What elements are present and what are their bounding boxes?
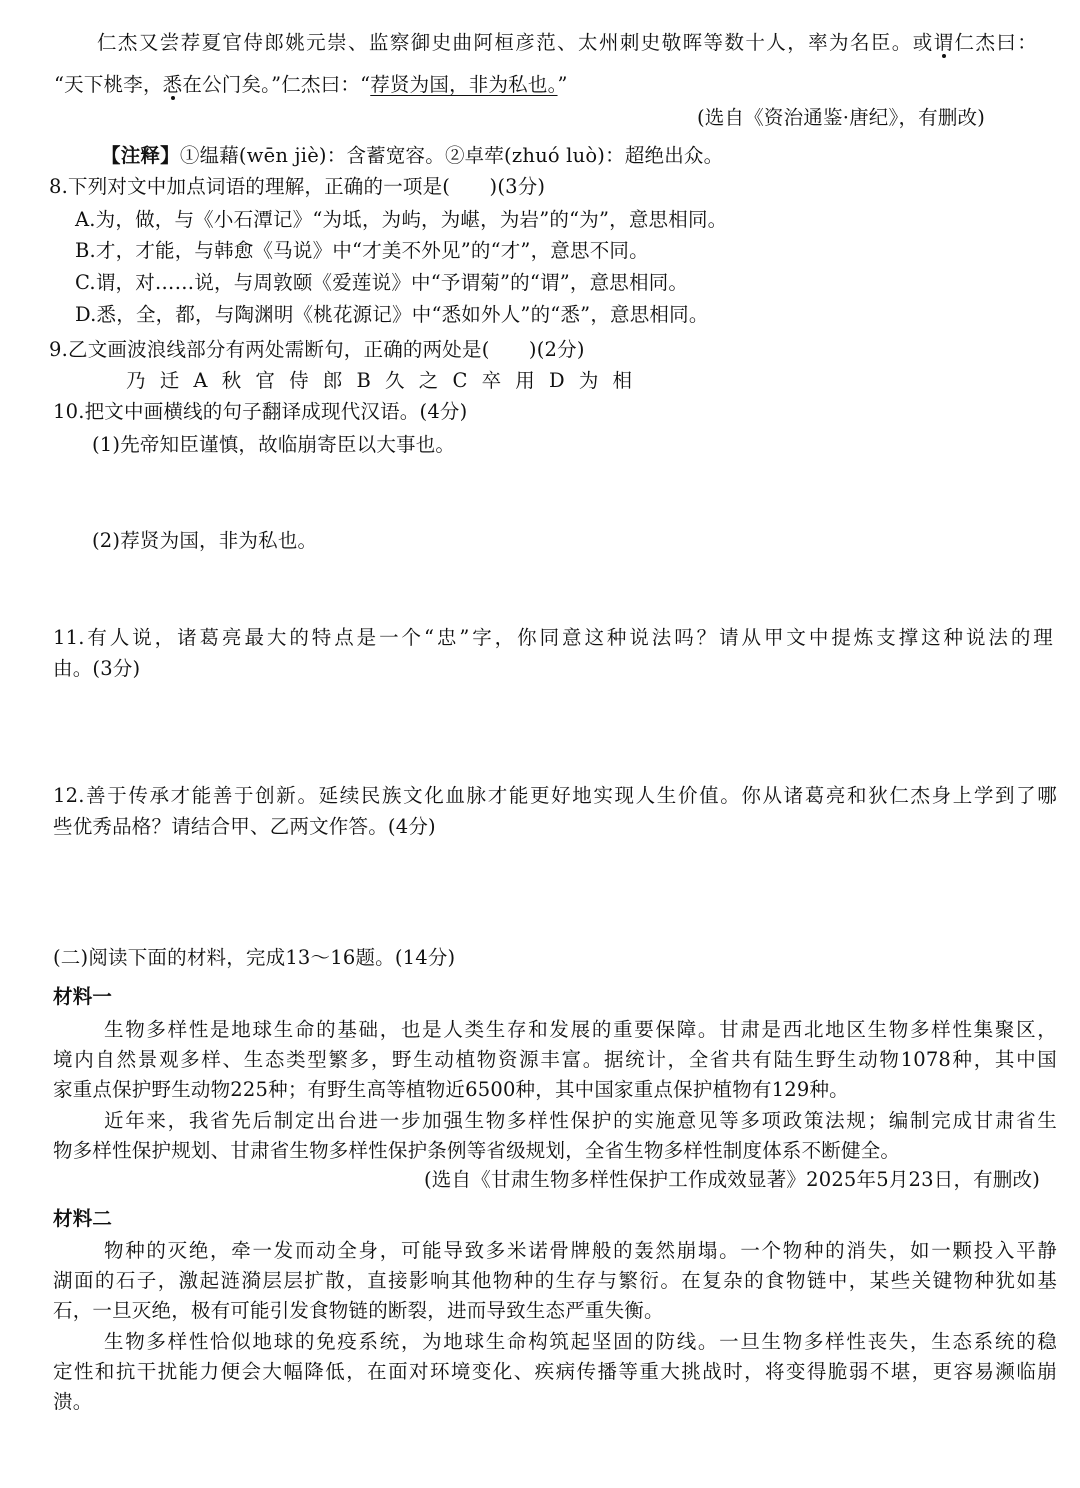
- m2-p1-line-3: 石，一旦灭绝，极有可能引发食物链的断裂，进而导致生态严重失衡。: [53, 1299, 664, 1322]
- q9-char: 久: [385, 369, 405, 392]
- q12-line-1: 12.善于传承才能善于创新。延续民族文化血脉才能更好地实现人生价值。你从诸葛亮和狄仁杰身上学到了哪: [53, 784, 1057, 807]
- q8-stem: 8.下列对文中加点词语的理解，正确的一项是( )(3分): [49, 175, 546, 198]
- m1-p2-line-2: 物多样性保护规划、甘肃省生物多样性保护条例等省级规划，全省生物多样性制度体系不断健全。: [53, 1139, 901, 1162]
- m1-p2-line-1: 近年来，我省先后制定出台进一步加强生物多样性保护的实施意见等多项政策法规；编制完成甘肃省生: [104, 1109, 1057, 1132]
- m2-p2-line-2: 定性和抗干扰能力便会大幅降低，在面对环境变化、疾病传播等重大挑战时，将变得脆弱不堪，更容易濒临崩: [53, 1360, 1057, 1383]
- q9-stem: 9.乙文画波浪线部分有两处需断句，正确的两处是( )(2分): [49, 338, 585, 361]
- q9-break-marker: C: [452, 369, 468, 392]
- underlined-sentence: 荐贤为国，非为私也。: [370, 73, 558, 96]
- annotation-note: [101, 141, 723, 171]
- q10-item-1: (1)先帝知臣谨慎，故临崩寄臣以大事也。: [92, 433, 456, 456]
- note-text: ①缊藉(wēn jiè)：含蓄宽容。②卓荦(zhuó luò)：超绝出众。: [179, 144, 724, 167]
- passage-source: (选自《资治通鉴·唐纪》，有删改): [697, 106, 986, 129]
- m1-p1-line-1: 生物多样性是地球生命的基础，也是人类生存和发展的重要保障。甘肃是西北地区生物多样性集聚区，: [104, 1018, 1057, 1041]
- q9-char: 官: [255, 369, 276, 392]
- q11-line-1: 11.有人说，诸葛亮最大的特点是一个“忠”字，你同意这种说法吗？请从甲文中提炼支撑这种说法的理: [53, 626, 1053, 649]
- q10-item-2: (2)荐贤为国，非为私也。: [92, 529, 318, 552]
- passage-text: ”: [557, 73, 568, 96]
- passage-line-2: [54, 70, 568, 100]
- q9-break-marker: B: [356, 369, 372, 392]
- passage-text: 仁杰曰：: [954, 31, 1037, 54]
- q9-char: 侍: [289, 369, 309, 392]
- q9-char: 相: [612, 369, 633, 392]
- q8-option-c: C.谓，对……说，与周敦颐《爱莲说》中“予谓菊”的“谓”，意思相同。: [75, 271, 689, 294]
- q9-char: 用: [515, 369, 535, 392]
- q9-break-marker: A: [193, 369, 208, 392]
- m1-p1-line-2: 境内自然景观多样、生态类型繁多，野生动植物资源丰富。据统计，全省共有陆生野生动物1078种，其中国: [53, 1048, 1057, 1071]
- passage-text: 仁杰又尝荐夏官侍郎姚元崇、监察御史曲阿桓彦范、太州刺史敬晖等数十人，率为名臣。或: [97, 31, 934, 54]
- material2-title: 材料二: [53, 1207, 113, 1230]
- q12-line-2: 些优秀品格？请结合甲、乙两文作答。(4分): [53, 815, 436, 838]
- q9-char: 郎: [322, 369, 343, 392]
- note-label: 【注释】: [101, 144, 180, 167]
- q8-option-a: A.为，做，与《小石潭记》“为坻，为屿，为嵁，为岩”的“为”，意思相同。: [75, 208, 728, 231]
- q10-stem: 10.把文中画横线的句子翻译成现代汉语。(4分): [53, 400, 468, 423]
- section2-heading: (二)阅读下面的材料，完成13～16题。(14分): [53, 946, 456, 969]
- m2-p2-line-1: 生物多样性恰似地球的免疫系统，为地球生命构筑起坚固的防线。一旦生物多样性丧失，生态系统的稳: [104, 1330, 1057, 1353]
- q8-option-d: D.悉，全，都，与陶渊明《桃花源记》中“悉如外人”的“悉”，意思相同。: [75, 303, 709, 326]
- m2-p1-line-2: 湖面的石子，激起涟漪层层扩散，直接影响其他物种的生存与繁衍。在复杂的食物链中，某些关键物种犹如基: [53, 1269, 1057, 1292]
- q9-break-marker: D: [548, 369, 565, 392]
- q9-char: 之: [418, 369, 439, 392]
- q11-line-2: 由。(3分): [53, 657, 141, 680]
- q9-char: 为: [578, 369, 599, 392]
- q8-option-b: B.才，才能，与韩愈《马说》中“才美不外见”的“才”，意思不同。: [75, 239, 649, 262]
- m2-p2-line-3: 溃。: [53, 1390, 93, 1413]
- q9-char: 秋: [221, 369, 242, 392]
- q9-char: 迁: [159, 369, 180, 392]
- dotted-word-xi: 悉: [162, 73, 183, 96]
- dotted-word-wei: 谓: [933, 31, 955, 54]
- passage-text: “天下桃李，: [54, 73, 163, 96]
- material1-title: 材料一: [53, 985, 113, 1008]
- m1-p1-line-3: 家重点保护野生动物225种；有野生高等植物近6500种，其中国家重点保护植物有129种。: [53, 1078, 849, 1101]
- passage-line-1: [97, 28, 1037, 58]
- m1-source: (选自《甘肃生物多样性保护工作成效显著》2025年5月23日，有删改): [424, 1168, 1041, 1191]
- q9-char: 乃: [126, 369, 146, 392]
- q9-sentence-sequence: [126, 366, 646, 396]
- passage-text: 在公门矣。”仁杰曰：“: [182, 73, 371, 96]
- q9-char: 卒: [481, 369, 502, 392]
- m2-p1-line-1: 物种的灭绝，牵一发而动全身，可能导致多米诺骨牌般的轰然崩塌。一个物种的消失，如一颗投入平静: [104, 1239, 1057, 1262]
